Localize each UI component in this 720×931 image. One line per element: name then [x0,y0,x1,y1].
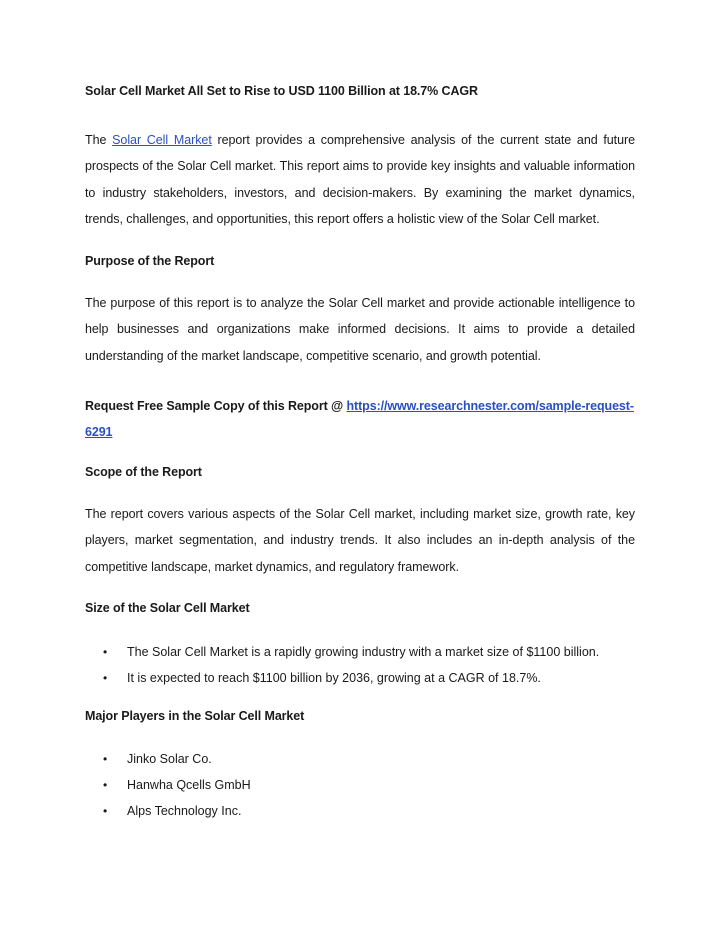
list-item [85,746,635,772]
list-item [85,772,635,798]
document-page [85,84,635,824]
purpose-paragraph: The purpose of this report is to analyze the Solar Cell market and provide actionable intelligence to help businesses and organizations make informed decisions. It aims to provide a detailed understanding of the market landscape, competitive scenario, and growth potential. [85,296,635,363]
document-title: Solar Cell Market All Set to Rise to USD 1100 Billion at 18.7% CAGR [85,84,478,98]
list-item [85,639,635,665]
solar-cell-market-link[interactable]: Solar Cell Market [112,133,212,147]
list-item-text: Hanwha Qcells GmbH [127,777,251,792]
bullet-icon: • [103,803,108,818]
sample-request-label: Request Free Sample Copy of this Report @ [85,399,347,414]
list-item-text: Jinko Solar Co. [127,751,212,766]
list-item-text: The Solar Cell Market is a rapidly growing industry with a market size of $1100 billion. [127,644,600,659]
major-players-list [85,746,635,824]
list-item-text: Alps Technology Inc. [127,803,242,818]
scope-paragraph: The report covers various aspects of the Solar Cell market, including market size, growth rate, key players, market segmentation, and industry trends. It also includes an in-depth analysis of the competitive landscape, market dynamics, and regulatory framework. [85,507,635,574]
market-size-list [85,639,635,691]
sample-request-link[interactable]: https://www.researchnester.com/sample-request-6291 [85,399,634,440]
purpose-heading: Purpose of the Report [85,254,215,269]
list-item [85,798,635,824]
list-item-text: It is expected to reach $1100 billion by 2036, growing at a CAGR of 18.7%. [127,670,541,685]
list-item [85,665,635,691]
bullet-icon: • [103,751,108,766]
intro-body: report provides a comprehensive analysis of the current state and future prospects of the Solar Cell market. This report aims to provide key insights and valuable information to industry stakeholders, investors, and decision-makers. By examining the market dynamics, trends, challenges, and opportunities, this report offers a holistic view of the Solar Cell market. [85,133,636,226]
bullet-icon: • [103,777,108,792]
sample-request-line [85,393,635,445]
major-players-heading: Major Players in the Solar Cell Market [85,708,305,723]
scope-heading: Scope of the Report [85,465,202,480]
market-size-heading: Size of the Solar Cell Market [85,600,250,615]
intro-prefix: The [85,133,113,147]
bullet-icon: • [103,670,108,685]
intro-paragraph [85,127,635,232]
bullet-icon: • [103,644,108,659]
